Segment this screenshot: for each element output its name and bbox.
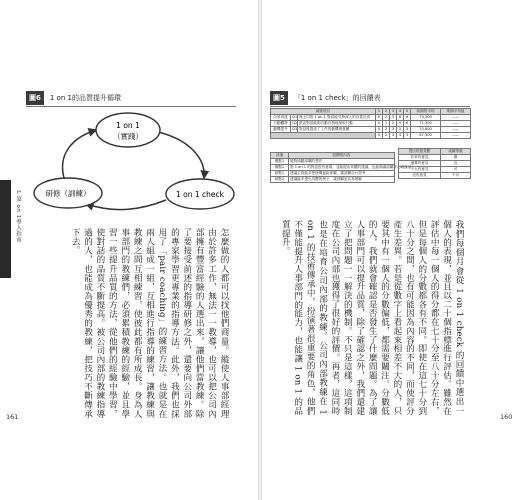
node-practice-title: 1 on 1 [116,121,140,130]
table-cell: 5 [397,127,404,133]
table-cell: 2 [390,121,397,127]
score-header-5: 5 [404,109,411,115]
table-cell: 建議主管能多把時間留給部屬，讓部屬自行思考 [289,171,395,177]
table-cell: 0 [376,133,383,139]
score-header-4: 4 [397,109,404,115]
table-cell: 2 [383,115,390,121]
quality-cycle-diagram [26,110,236,220]
eval-header-content: 回饋的內容 [289,153,395,159]
table-cell: 3 [390,127,397,133]
chapter-edge-text: 1 第 on 1導入指南 [15,190,21,243]
table-cell: 對 1 on 1 的對話很有意義，並能提出具體的建議，也能夠讓部屬安心地說話 [290,165,412,169]
score-header-perf-avg: 業績平均值 [441,109,471,115]
table-cell: 73,200 [411,115,441,121]
left-page-number: 161 [6,413,19,421]
node-practice-sub: （實踐） [113,132,143,141]
figure-5-title: 「1 on 1 check」的回饋表 [293,94,381,102]
score-header-3: 3 [390,109,397,115]
table-cell: 8 [397,115,404,121]
chapter-edge-tab [0,180,11,278]
table-cell: 2 [383,127,390,133]
table-cell: 建議能多提出具體的例子，讓部屬更容易理解 [289,177,395,183]
table-cell: Q1 [292,115,298,119]
left-body-text: 怎麼做的人都可以找他們商量。縱使人事部經理由於許多工作，無法一一教導，也可以把公司內部擁有豐富經驗的人選出來，讓他們當教練。除了要接受前述的指導研修之外，還要向公司外部的專家學習更專業的指導方法。此外，我們也採用了「pair coaching」的練習方法。也就是在兩人組成一組，互相進行指導的練習，讓教練與教練之間互相練習，使彼此都有所成長。身為人事部門的教練們，必須累積教練的經驗，並且學習一些提升品質的方法，從他們的經驗中學習，使對話的品質不斷提高。被公司內部的教練指導過的人，也能成為優秀的教練，把技巧不斷傳承下去。 [70,228,229,418]
table-cell: 缺點2 [271,177,289,183]
table-cell: 3 [390,115,397,121]
figure-5-number: 圖5 [270,91,288,105]
table-cell: 不可 [441,173,471,179]
table-cell [271,133,376,139]
table-row [399,173,471,179]
table-cell: —— [441,121,471,127]
score-header-2: 2 [383,109,390,115]
score-header-1: 1 [376,109,383,115]
node-training-label: 研修（訓練） [45,189,91,198]
arrow-top-to-right [158,132,204,178]
table-cell: 67,300 [411,133,441,139]
table-cell: 非常有意見 [399,155,441,161]
figure-5-header [270,90,470,107]
right-body-text: 我們每個月會從 1 on 1 check 的回饋中選出一個人的表現，並且以二十個指標進行評估。雖然在評估中每一個人的得分都在七十分至八十分左右，但是每個人的分數都各有不同。即使在這七十分到八十分之間，也有可能因為內容的不同，而使評分產生差異。若是從數字上看起來相差不大的人，只要其中有一個人的分數偏低，都需要關注。分數低的人，我們就會確認是否發生了什麼問題。為了讓人事部門可以提升品質，除了確認之外，我們還建立了把問題一一解決的機制。不只是這樣，這項制度在公司內部也獲得了很好的評價。再者，這同時也是在培育公司內部的教練。公司內部教練在 1 on 1 的技術傳承中，扮演著很重要的角色，他們不僅能提升人事部門的能力，也能讓 1 on 1 的品質提升。 [280,220,464,415]
grade-header-opinions: 提出的意見數 [399,149,441,155]
table-row [271,177,395,183]
table-cell: 0 [376,115,383,121]
table-cell: 良 [441,161,471,167]
table-cell: 內省到達 [271,115,291,121]
table-cell: 2 [383,133,390,139]
table-cell: 6 [404,121,411,127]
arrow-left-to-top [63,130,96,178]
grade-header-level: 成績等級 [441,149,471,155]
table-cell: 0 [376,121,383,127]
table-cell: 能夠傾聽部屬的想法 [289,159,395,165]
evaluation-table [270,152,412,183]
figure-6-header [26,90,236,107]
table-cell: 3 [404,127,411,133]
node-practice [96,113,160,147]
table-cell: 9 [404,115,411,121]
table-cell: —— [441,127,471,133]
table-cell: 還算有意見 [399,161,441,167]
table-cell: 4 [397,133,404,139]
table-cell: 沒有意見 [399,173,441,179]
arrow-right-to-left [86,200,166,210]
table-cell: 1 [383,121,390,127]
score-header-item: 調查項目 [271,109,376,115]
table-cell: —— [441,133,471,139]
table-cell: Q3 [292,127,298,131]
table-cell: —— [441,115,471,121]
table-cell: 5 [404,133,411,139]
figure-6-number: 圖6 [26,91,44,105]
table-cell: 可 [441,167,471,173]
table-cell: Q2 [292,121,298,125]
table-cell: 70,800 [411,127,441,133]
table-cell: 行動觸發 [271,121,291,127]
right-page [260,0,520,500]
table-cell: 優點2 [271,165,289,171]
table-cell: 9 [397,121,404,127]
node-check-label: 1 on 1 check [176,190,224,199]
table-cell: 0 [376,127,383,133]
table-row-totals [271,133,471,139]
table-cell: 優 [441,155,471,161]
table-cell: 優點1 [271,159,289,165]
table-cell: 經由對話能夠自動自發地採取行動 [298,121,376,127]
score-header-prev-avg: 前期的平均 [411,109,441,115]
grade-table [398,148,471,179]
eval-header-review: 評論 [271,153,289,159]
table-cell: 缺點1 [271,171,289,177]
table-cell: 3 [390,133,397,139]
table-cell: 動機提升 [271,127,291,133]
table-cell: 與上司的 1 on 1 對話能引發深入的自我反省 [298,115,376,121]
table-row [271,165,395,171]
score-table [270,108,471,139]
table-cell: 71,300 [411,121,441,127]
figure-6-title: 1 on 1的品質提升循環 [49,94,121,102]
table-cell: 對話後提高了工作的動機與意願 [298,127,376,133]
table-cell: 不太有意見 [399,167,441,173]
right-page-number: 160 [500,413,513,421]
